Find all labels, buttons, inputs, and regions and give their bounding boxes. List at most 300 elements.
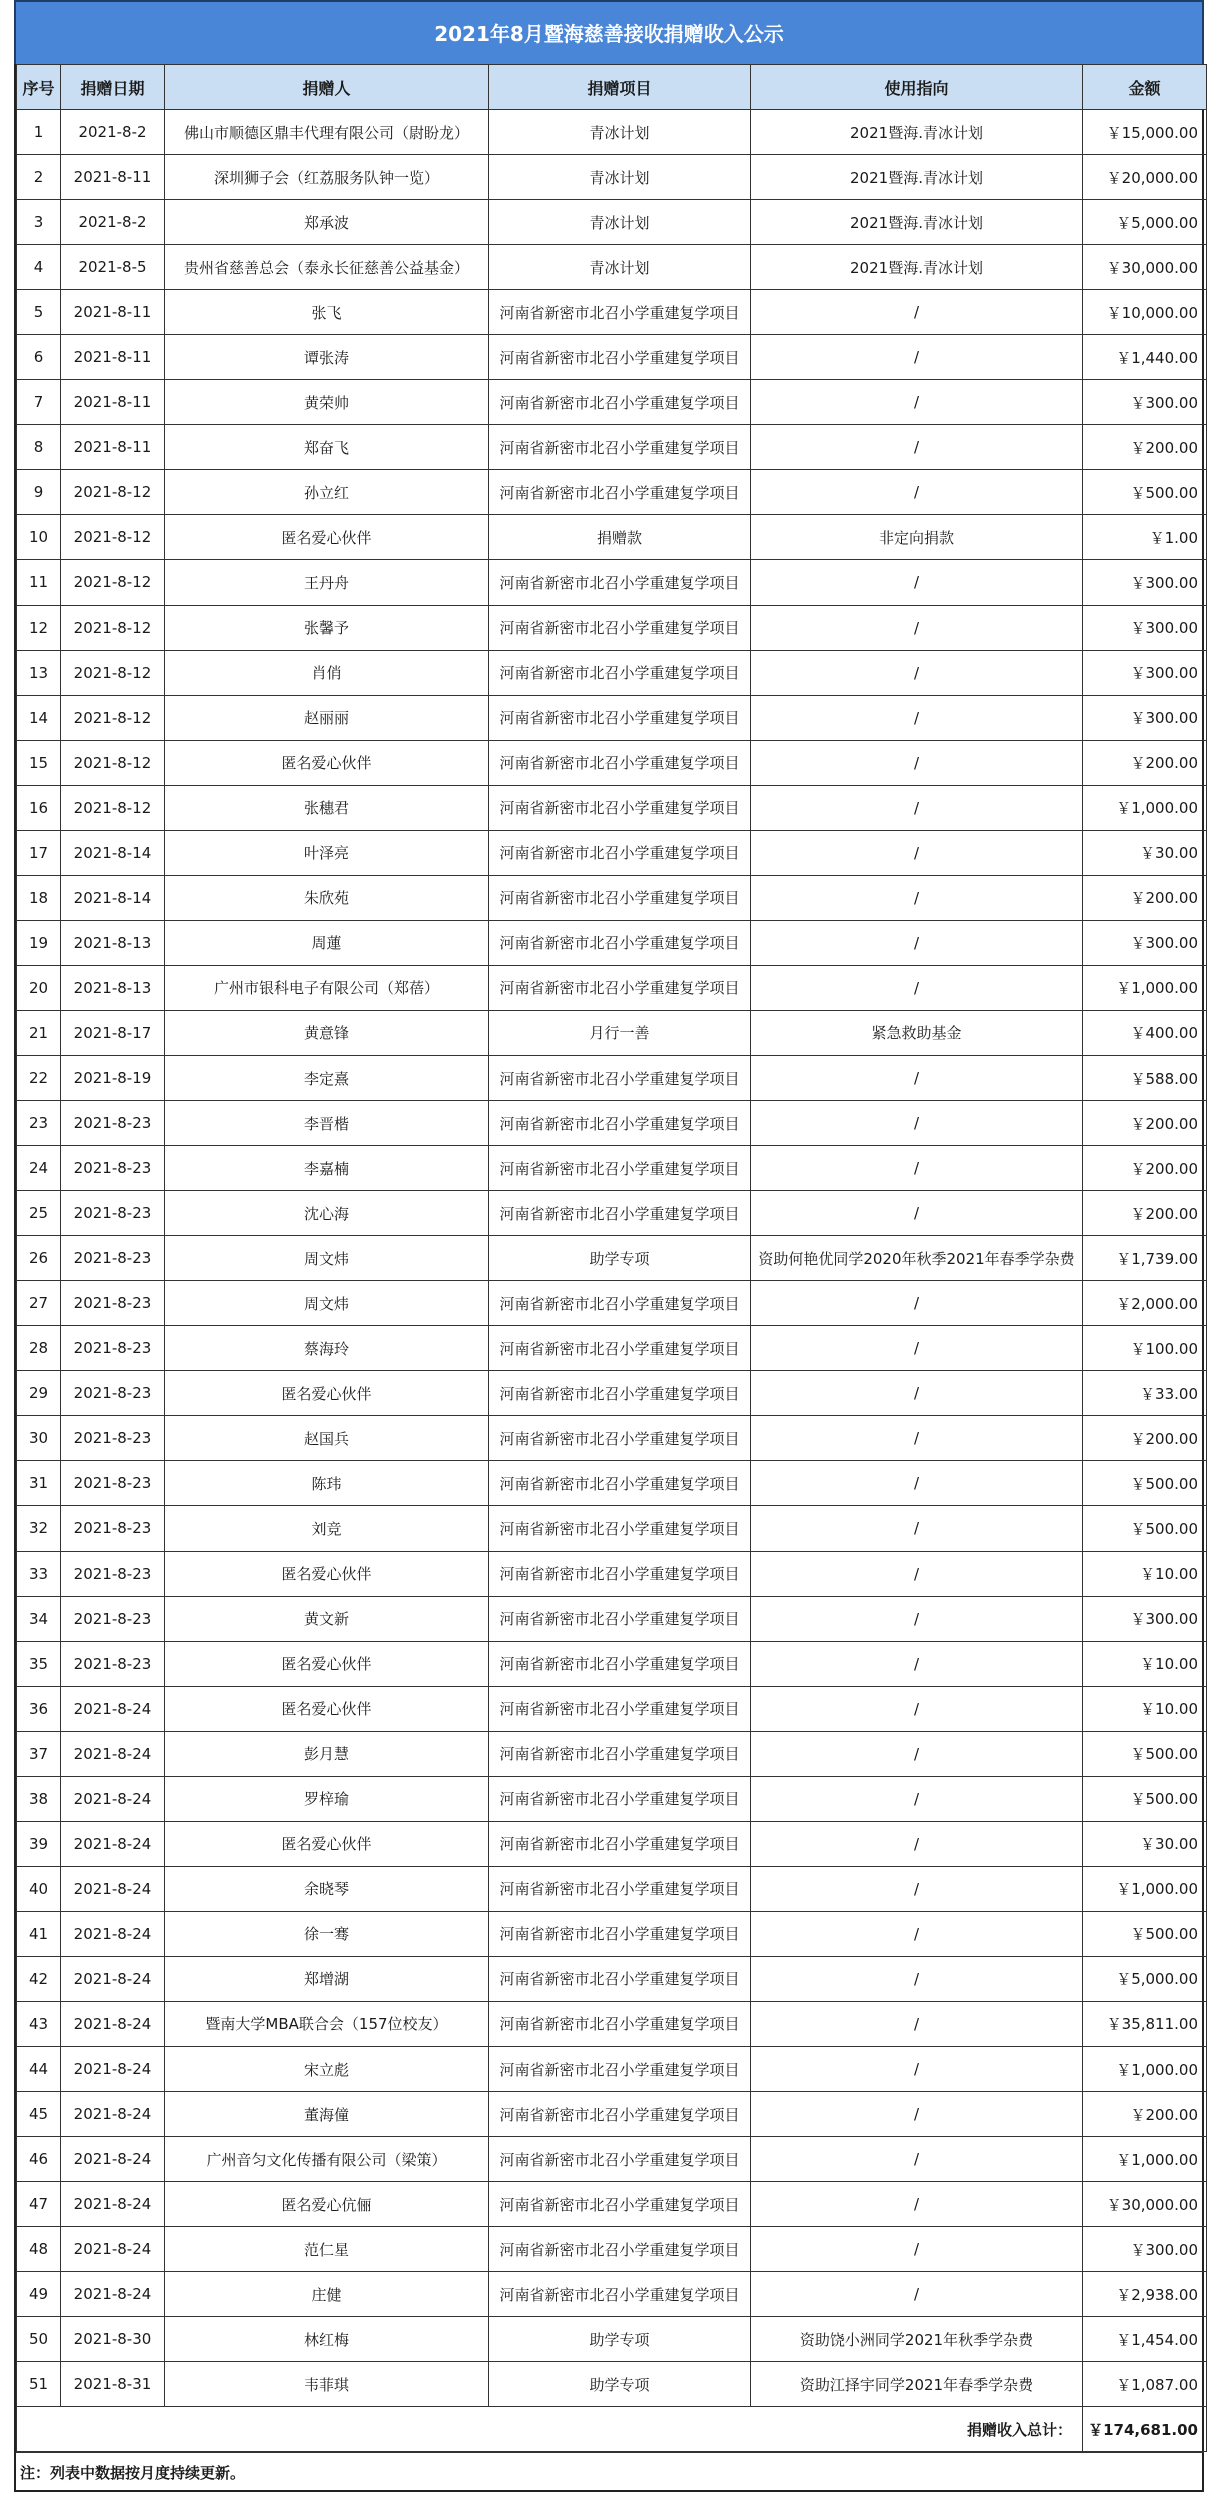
table-row: [17, 1371, 1207, 1416]
row-amount: ￥500.00: [1083, 1776, 1207, 1821]
table-row: [17, 1506, 1207, 1551]
row-amount: ￥500.00: [1083, 1911, 1207, 1956]
row-donor: 郑增湖: [165, 1956, 489, 2001]
row-project: 河南省新密市北召小学重建复学项目: [489, 2272, 751, 2317]
row-donor: 谭张涛: [165, 335, 489, 380]
row-project: 助学专项: [489, 2317, 751, 2362]
row-amount: ￥15,000.00: [1083, 110, 1207, 155]
row-donor: 周蓮: [165, 920, 489, 965]
table-row: [17, 200, 1207, 245]
row-date: 2021-8-23: [61, 1641, 165, 1686]
row-date: 2021-8-30: [61, 2317, 165, 2362]
row-index: 10: [17, 515, 61, 560]
footnote: 注：列表中数据按月度持续更新。: [14, 2452, 1204, 2492]
row-index: 30: [17, 1416, 61, 1461]
row-date: 2021-8-23: [61, 1101, 165, 1146]
row-amount: ￥300.00: [1083, 650, 1207, 695]
row-amount: ￥300.00: [1083, 1596, 1207, 1641]
row-index: 48: [17, 2227, 61, 2272]
total-value: ￥174,681.00: [1083, 2407, 1207, 2452]
row-project: 河南省新密市北召小学重建复学项目: [489, 650, 751, 695]
row-donor: 周文炜: [165, 1236, 489, 1281]
row-index: 44: [17, 2047, 61, 2092]
row-amount: ￥300.00: [1083, 2227, 1207, 2272]
table-row: [17, 1866, 1207, 1911]
total-label: 捐赠收入总计：: [17, 2407, 1083, 2452]
row-amount: ￥500.00: [1083, 470, 1207, 515]
row-usage: /: [751, 740, 1083, 785]
row-project: 河南省新密市北召小学重建复学项目: [489, 335, 751, 380]
row-index: 42: [17, 1956, 61, 2001]
header-project: 捐赠项目: [489, 65, 751, 110]
row-usage: 2021暨海.青冰计划: [751, 155, 1083, 200]
row-usage: /: [751, 2137, 1083, 2182]
row-donor: 匿名爱心伙伴: [165, 515, 489, 560]
row-donor: 董海僮: [165, 2092, 489, 2137]
row-amount: ￥588.00: [1083, 1055, 1207, 1100]
row-donor: 匿名爱心伙伴: [165, 1641, 489, 1686]
table-row: [17, 2272, 1207, 2317]
row-project: 河南省新密市北召小学重建复学项目: [489, 695, 751, 740]
row-usage: /: [751, 1371, 1083, 1416]
row-project: 河南省新密市北召小学重建复学项目: [489, 1776, 751, 1821]
row-amount: ￥200.00: [1083, 1416, 1207, 1461]
row-usage: /: [751, 470, 1083, 515]
row-usage: /: [751, 2182, 1083, 2227]
row-index: 25: [17, 1191, 61, 1236]
sheet-title: 2021年8月暨海慈善接收捐赠收入公示: [14, 0, 1204, 64]
table-row: [17, 515, 1207, 560]
donation-table: [16, 64, 1207, 2452]
row-index: 2: [17, 155, 61, 200]
header-amount: 金额: [1083, 65, 1207, 110]
row-date: 2021-8-11: [61, 425, 165, 470]
row-project: 助学专项: [489, 2362, 751, 2407]
row-donor: 蔡海玲: [165, 1326, 489, 1371]
row-amount: ￥200.00: [1083, 875, 1207, 920]
row-usage: 2021暨海.青冰计划: [751, 110, 1083, 155]
row-date: 2021-8-23: [61, 1551, 165, 1596]
table-row: [17, 875, 1207, 920]
row-index: 8: [17, 425, 61, 470]
row-index: 36: [17, 1686, 61, 1731]
row-usage: 资助江择宇同学2021年春季学杂费: [751, 2362, 1083, 2407]
row-index: 40: [17, 1866, 61, 1911]
table-row: [17, 1461, 1207, 1506]
table-row: [17, 2137, 1207, 2182]
row-project: 河南省新密市北召小学重建复学项目: [489, 1821, 751, 1866]
row-project: 河南省新密市北召小学重建复学项目: [489, 1641, 751, 1686]
row-donor: 庄健: [165, 2272, 489, 2317]
row-index: 51: [17, 2362, 61, 2407]
row-date: 2021-8-24: [61, 2272, 165, 2317]
row-amount: ￥300.00: [1083, 695, 1207, 740]
row-project: 河南省新密市北召小学重建复学项目: [489, 1461, 751, 1506]
row-project: 捐赠款: [489, 515, 751, 560]
table-row: [17, 110, 1207, 155]
row-index: 35: [17, 1641, 61, 1686]
row-usage: 2021暨海.青冰计划: [751, 245, 1083, 290]
row-donor: 朱欣苑: [165, 875, 489, 920]
table-row: [17, 1101, 1207, 1146]
row-amount: ￥500.00: [1083, 1731, 1207, 1776]
row-usage: 资助饶小洲同学2021年秋季学杂费: [751, 2317, 1083, 2362]
table-row: [17, 650, 1207, 695]
row-project: 河南省新密市北召小学重建复学项目: [489, 965, 751, 1010]
row-project: 河南省新密市北召小学重建复学项目: [489, 1146, 751, 1191]
row-donor: 张馨予: [165, 605, 489, 650]
row-amount: ￥30,000.00: [1083, 245, 1207, 290]
row-date: 2021-8-12: [61, 605, 165, 650]
row-index: 34: [17, 1596, 61, 1641]
row-date: 2021-8-2: [61, 110, 165, 155]
row-amount: ￥30.00: [1083, 1821, 1207, 1866]
row-usage: /: [751, 1956, 1083, 2001]
row-index: 15: [17, 740, 61, 785]
row-donor: 匿名爱心伙伴: [165, 1686, 489, 1731]
row-amount: ￥200.00: [1083, 2092, 1207, 2137]
table-row: [17, 830, 1207, 875]
row-amount: ￥300.00: [1083, 605, 1207, 650]
row-donor: 匿名爱心伙伴: [165, 1821, 489, 1866]
table-row: [17, 1776, 1207, 1821]
row-index: 16: [17, 785, 61, 830]
row-date: 2021-8-23: [61, 1461, 165, 1506]
row-date: 2021-8-12: [61, 740, 165, 785]
row-project: 河南省新密市北召小学重建复学项目: [489, 1191, 751, 1236]
header-index: 序号: [17, 65, 61, 110]
row-index: 20: [17, 965, 61, 1010]
table-row: [17, 1416, 1207, 1461]
row-amount: ￥200.00: [1083, 1101, 1207, 1146]
row-amount: ￥1,000.00: [1083, 785, 1207, 830]
row-usage: /: [751, 1506, 1083, 1551]
row-project: 河南省新密市北召小学重建复学项目: [489, 470, 751, 515]
row-project: 河南省新密市北召小学重建复学项目: [489, 1416, 751, 1461]
row-amount: ￥1,440.00: [1083, 335, 1207, 380]
row-date: 2021-8-23: [61, 1506, 165, 1551]
row-date: 2021-8-24: [61, 1776, 165, 1821]
row-index: 45: [17, 2092, 61, 2137]
row-amount: ￥500.00: [1083, 1506, 1207, 1551]
table-row: [17, 335, 1207, 380]
row-donor: 黄荣帅: [165, 380, 489, 425]
row-donor: 李定熹: [165, 1055, 489, 1100]
row-index: 13: [17, 650, 61, 695]
row-index: 37: [17, 1731, 61, 1776]
row-donor: 黄文新: [165, 1596, 489, 1641]
row-date: 2021-8-24: [61, 1686, 165, 1731]
row-amount: ￥300.00: [1083, 920, 1207, 965]
row-usage: /: [751, 2272, 1083, 2317]
table-row: [17, 1551, 1207, 1596]
row-donor: 王丹舟: [165, 560, 489, 605]
row-date: 2021-8-24: [61, 1866, 165, 1911]
row-usage: /: [751, 560, 1083, 605]
row-date: 2021-8-12: [61, 650, 165, 695]
row-donor: 赵国兵: [165, 1416, 489, 1461]
row-amount: ￥200.00: [1083, 425, 1207, 470]
row-project: 河南省新密市北召小学重建复学项目: [489, 740, 751, 785]
row-amount: ￥1,739.00: [1083, 1236, 1207, 1281]
row-index: 14: [17, 695, 61, 740]
table-row: [17, 2092, 1207, 2137]
row-donor: 黄意锋: [165, 1010, 489, 1055]
row-project: 河南省新密市北召小学重建复学项目: [489, 2092, 751, 2137]
row-date: 2021-8-23: [61, 1326, 165, 1371]
row-date: 2021-8-24: [61, 2137, 165, 2182]
table-row: [17, 695, 1207, 740]
row-usage: /: [751, 1776, 1083, 1821]
row-date: 2021-8-23: [61, 1146, 165, 1191]
row-date: 2021-8-31: [61, 2362, 165, 2407]
row-index: 43: [17, 2001, 61, 2046]
row-donor: 孙立红: [165, 470, 489, 515]
row-usage: /: [751, 920, 1083, 965]
row-project: 河南省新密市北召小学重建复学项目: [489, 875, 751, 920]
row-donor: 匿名爱心伙伴: [165, 1371, 489, 1416]
row-date: 2021-8-2: [61, 200, 165, 245]
row-usage: /: [751, 1641, 1083, 1686]
row-project: 青冰计划: [489, 245, 751, 290]
row-amount: ￥1,000.00: [1083, 2047, 1207, 2092]
row-donor: 肖俏: [165, 650, 489, 695]
row-donor: 宋立彪: [165, 2047, 489, 2092]
table-row: [17, 2317, 1207, 2362]
row-date: 2021-8-14: [61, 830, 165, 875]
row-donor: 周文炜: [165, 1281, 489, 1326]
row-usage: /: [751, 2227, 1083, 2272]
row-project: 助学专项: [489, 1236, 751, 1281]
row-project: 河南省新密市北召小学重建复学项目: [489, 1866, 751, 1911]
row-date: 2021-8-24: [61, 1956, 165, 2001]
row-date: 2021-8-11: [61, 335, 165, 380]
table-row: [17, 290, 1207, 335]
table-row: [17, 425, 1207, 470]
row-amount: ￥200.00: [1083, 740, 1207, 785]
row-index: 19: [17, 920, 61, 965]
row-project: 河南省新密市北召小学重建复学项目: [489, 380, 751, 425]
table-row: [17, 1911, 1207, 1956]
row-index: 17: [17, 830, 61, 875]
row-project: 青冰计划: [489, 200, 751, 245]
row-index: 32: [17, 1506, 61, 1551]
row-usage: /: [751, 830, 1083, 875]
row-donor: 赵丽丽: [165, 695, 489, 740]
row-index: 4: [17, 245, 61, 290]
row-index: 3: [17, 200, 61, 245]
row-project: 河南省新密市北召小学重建复学项目: [489, 1055, 751, 1100]
row-usage: /: [751, 1281, 1083, 1326]
row-usage: /: [751, 605, 1083, 650]
row-usage: /: [751, 1416, 1083, 1461]
row-project: 青冰计划: [489, 110, 751, 155]
row-project: 青冰计划: [489, 155, 751, 200]
table-row: [17, 605, 1207, 650]
row-donor: 贵州省慈善总会（泰永长征慈善公益基金）: [165, 245, 489, 290]
row-index: 41: [17, 1911, 61, 1956]
row-project: 河南省新密市北召小学重建复学项目: [489, 1956, 751, 2001]
row-project: 河南省新密市北召小学重建复学项目: [489, 2001, 751, 2046]
row-date: 2021-8-13: [61, 920, 165, 965]
table-row: [17, 245, 1207, 290]
row-amount: ￥1.00: [1083, 515, 1207, 560]
row-date: 2021-8-11: [61, 290, 165, 335]
row-usage: /: [751, 1055, 1083, 1100]
row-donor: 李晋楷: [165, 1101, 489, 1146]
row-project: 河南省新密市北召小学重建复学项目: [489, 785, 751, 830]
row-amount: ￥10.00: [1083, 1641, 1207, 1686]
row-donor: 刘竞: [165, 1506, 489, 1551]
table-row: [17, 470, 1207, 515]
row-project: 河南省新密市北召小学重建复学项目: [489, 1281, 751, 1326]
row-date: 2021-8-24: [61, 2182, 165, 2227]
row-project: 河南省新密市北召小学重建复学项目: [489, 1101, 751, 1146]
table-row: [17, 1641, 1207, 1686]
table-row: [17, 1326, 1207, 1371]
row-project: 河南省新密市北召小学重建复学项目: [489, 425, 751, 470]
row-project: 河南省新密市北召小学重建复学项目: [489, 560, 751, 605]
row-usage: /: [751, 1146, 1083, 1191]
row-donor: 郑承波: [165, 200, 489, 245]
donation-sheet: [14, 0, 1204, 2492]
table-row: [17, 1236, 1207, 1281]
row-usage: /: [751, 290, 1083, 335]
row-usage: /: [751, 1911, 1083, 1956]
row-amount: ￥300.00: [1083, 560, 1207, 605]
row-donor: 匿名爱心伙伴: [165, 740, 489, 785]
row-date: 2021-8-5: [61, 245, 165, 290]
row-donor: 张飞: [165, 290, 489, 335]
row-amount: ￥30,000.00: [1083, 2182, 1207, 2227]
row-usage: /: [751, 425, 1083, 470]
row-usage: 2021暨海.青冰计划: [751, 200, 1083, 245]
table-row: [17, 2182, 1207, 2227]
row-donor: 广州市银科电子有限公司（郑蓓）: [165, 965, 489, 1010]
table-row: [17, 740, 1207, 785]
row-project: 河南省新密市北召小学重建复学项目: [489, 605, 751, 650]
row-amount: ￥5,000.00: [1083, 1956, 1207, 2001]
row-index: 23: [17, 1101, 61, 1146]
row-project: 河南省新密市北召小学重建复学项目: [489, 1911, 751, 1956]
row-usage: /: [751, 875, 1083, 920]
row-index: 27: [17, 1281, 61, 1326]
table-row: [17, 1956, 1207, 2001]
table-row: [17, 1055, 1207, 1100]
row-index: 9: [17, 470, 61, 515]
row-donor: 韦菲琪: [165, 2362, 489, 2407]
row-date: 2021-8-19: [61, 1055, 165, 1100]
table-row: [17, 965, 1207, 1010]
row-usage: /: [751, 1731, 1083, 1776]
row-usage: /: [751, 1551, 1083, 1596]
row-amount: ￥10.00: [1083, 1551, 1207, 1596]
row-date: 2021-8-24: [61, 2227, 165, 2272]
table-row: [17, 2362, 1207, 2407]
row-index: 29: [17, 1371, 61, 1416]
row-date: 2021-8-24: [61, 1731, 165, 1776]
row-amount: ￥10.00: [1083, 1686, 1207, 1731]
row-donor: 罗梓瑜: [165, 1776, 489, 1821]
row-usage: /: [751, 1461, 1083, 1506]
row-project: 河南省新密市北召小学重建复学项目: [489, 1731, 751, 1776]
header-date: 捐赠日期: [61, 65, 165, 110]
row-date: 2021-8-24: [61, 1911, 165, 1956]
row-date: 2021-8-23: [61, 1236, 165, 1281]
row-project: 河南省新密市北召小学重建复学项目: [489, 1506, 751, 1551]
row-amount: ￥10,000.00: [1083, 290, 1207, 335]
table-row: [17, 2227, 1207, 2272]
row-date: 2021-8-23: [61, 1416, 165, 1461]
table-row: [17, 560, 1207, 605]
row-index: 21: [17, 1010, 61, 1055]
row-date: 2021-8-13: [61, 965, 165, 1010]
table-row: [17, 1010, 1207, 1055]
row-date: 2021-8-23: [61, 1191, 165, 1236]
row-donor: 深圳狮子会（红荔服务队钟一览）: [165, 155, 489, 200]
table-row: [17, 1731, 1207, 1776]
row-amount: ￥400.00: [1083, 1010, 1207, 1055]
row-usage: /: [751, 2001, 1083, 2046]
row-donor: 彭月慧: [165, 1731, 489, 1776]
row-donor: 沈心海: [165, 1191, 489, 1236]
row-usage: 非定向捐款: [751, 515, 1083, 560]
row-amount: ￥1,000.00: [1083, 2137, 1207, 2182]
row-usage: /: [751, 1326, 1083, 1371]
row-amount: ￥35,811.00: [1083, 2001, 1207, 2046]
row-project: 河南省新密市北召小学重建复学项目: [489, 1596, 751, 1641]
row-donor: 暨南大学MBA联合会（157位校友）: [165, 2001, 489, 2046]
table-body: [17, 110, 1207, 2407]
row-donor: 徐一骞: [165, 1911, 489, 1956]
row-amount: ￥1,000.00: [1083, 965, 1207, 1010]
total-row: [17, 2407, 1207, 2452]
row-usage: /: [751, 695, 1083, 740]
header-donor: 捐赠人: [165, 65, 489, 110]
row-project: 河南省新密市北召小学重建复学项目: [489, 1551, 751, 1596]
row-date: 2021-8-24: [61, 2047, 165, 2092]
row-project: 河南省新密市北召小学重建复学项目: [489, 1371, 751, 1416]
row-date: 2021-8-24: [61, 2001, 165, 2046]
row-index: 7: [17, 380, 61, 425]
row-date: 2021-8-12: [61, 695, 165, 740]
table-header-row: [17, 65, 1207, 110]
row-index: 28: [17, 1326, 61, 1371]
row-usage: /: [751, 1821, 1083, 1866]
row-index: 22: [17, 1055, 61, 1100]
row-donor: 余晓琴: [165, 1866, 489, 1911]
table-row: [17, 1146, 1207, 1191]
row-date: 2021-8-12: [61, 560, 165, 605]
row-usage: /: [751, 1686, 1083, 1731]
row-donor: 李嘉楠: [165, 1146, 489, 1191]
row-usage: /: [751, 1191, 1083, 1236]
row-donor: 郑奋飞: [165, 425, 489, 470]
row-index: 33: [17, 1551, 61, 1596]
row-index: 47: [17, 2182, 61, 2227]
row-project: 河南省新密市北召小学重建复学项目: [489, 2047, 751, 2092]
row-usage: /: [751, 1101, 1083, 1146]
row-donor: 匿名爱心伙伴: [165, 1551, 489, 1596]
row-index: 49: [17, 2272, 61, 2317]
row-index: 6: [17, 335, 61, 380]
row-index: 39: [17, 1821, 61, 1866]
row-usage: /: [751, 1866, 1083, 1911]
table-row: [17, 1596, 1207, 1641]
row-amount: ￥200.00: [1083, 1146, 1207, 1191]
row-index: 12: [17, 605, 61, 650]
row-index: 5: [17, 290, 61, 335]
